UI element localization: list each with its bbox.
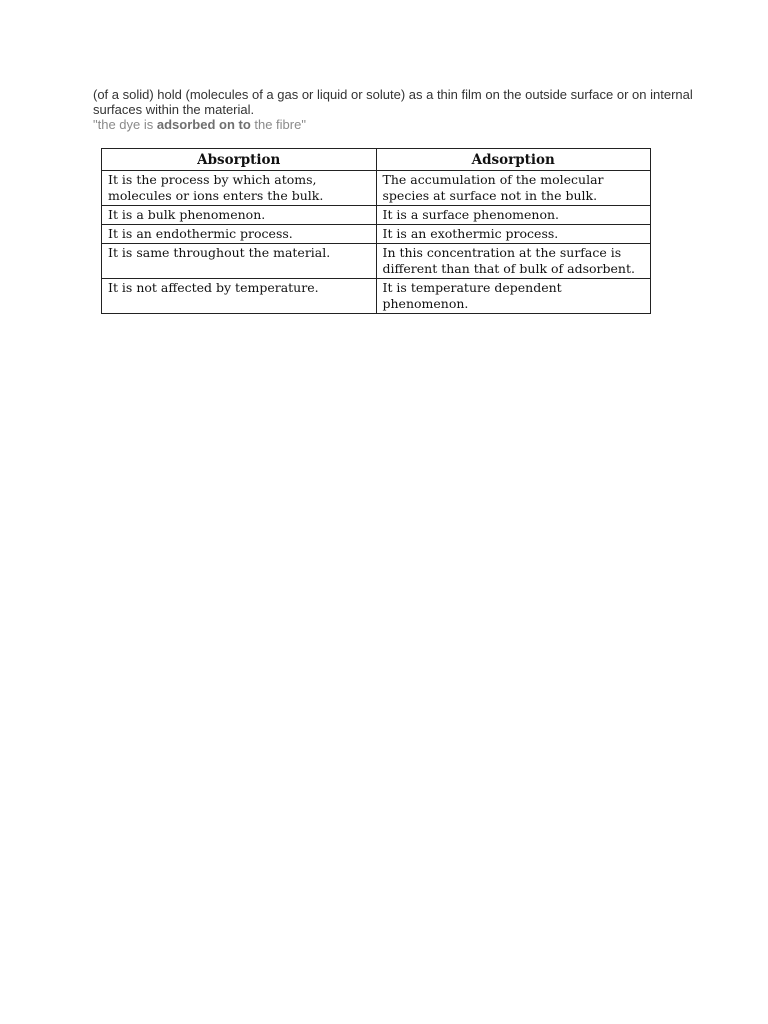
- table-row: [102, 206, 651, 225]
- usage-example: [93, 117, 306, 132]
- absorption-cell: It is not affected by temperature.: [102, 279, 377, 314]
- header-absorption: Absorption: [102, 149, 377, 171]
- adsorption-cell: In this concentration at the surface is different than that of bulk of adsorbent.: [376, 244, 651, 279]
- definition-text: (of a solid) hold (molecules of a gas or liquid or solute) as a thin film on the outside surface or on internal surfaces within the material.: [93, 87, 693, 117]
- absorption-cell: It is same throughout the material.: [102, 244, 377, 279]
- absorption-cell: It is a bulk phenomenon.: [102, 206, 377, 225]
- table-row: [102, 244, 651, 279]
- absorption-cell: It is the process by which atoms, molecules or ions enters the bulk.: [102, 171, 377, 206]
- example-emphasis: adsorbed on to: [156, 117, 251, 132]
- adsorption-cell: It is a surface phenomenon.: [376, 206, 651, 225]
- header-adsorption: Adsorption: [376, 149, 651, 171]
- table-header-row: [102, 149, 651, 171]
- table-row: [102, 171, 651, 206]
- absorption-cell: It is an endothermic process.: [102, 225, 377, 244]
- adsorption-cell: The accumulation of the molecular species at surface not in the bulk.: [376, 171, 651, 206]
- comparison-table: [101, 148, 651, 314]
- adsorption-cell: It is an exothermic process.: [376, 225, 651, 244]
- table-row: [102, 279, 651, 314]
- example-prefix: "the dye is: [93, 117, 157, 132]
- table-row: [102, 225, 651, 244]
- example-suffix: the fibre": [250, 117, 306, 132]
- adsorption-cell: It is temperature dependent phenomenon.: [376, 279, 651, 314]
